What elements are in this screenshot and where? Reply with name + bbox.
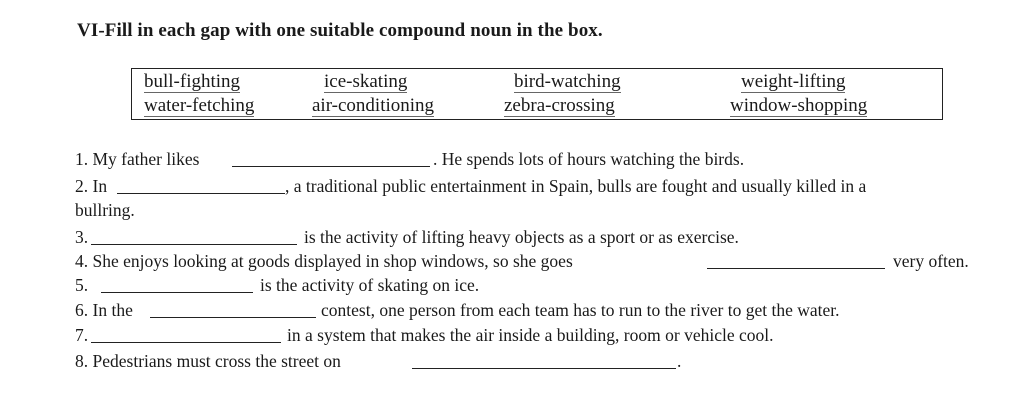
word-zebra-crossing: zebra-crossing bbox=[504, 95, 615, 116]
sentence-8-after: . bbox=[677, 351, 682, 371]
sentence-8-before: 8. Pedestrians must cross the street on bbox=[75, 351, 341, 371]
sentence-5-before: 5. bbox=[75, 275, 89, 295]
blank-1[interactable] bbox=[232, 152, 430, 167]
sentence-2-after: , a traditional public entertainment in Spain, bulls are fought and usually killed in a bbox=[285, 176, 867, 196]
blank-6[interactable] bbox=[150, 303, 316, 318]
sentence-6-after: contest, one person from each team has to run to the river to get the water. bbox=[321, 300, 840, 320]
word-ice-skating: ice-skating bbox=[324, 71, 408, 92]
blank-4[interactable] bbox=[707, 254, 885, 269]
sentence-3-before: 3. bbox=[75, 227, 89, 247]
blank-3[interactable] bbox=[91, 230, 297, 245]
sentence-4-after: very often. bbox=[893, 251, 969, 271]
word-water-fetching: water-fetching bbox=[144, 95, 255, 116]
sentence-3-after: is the activity of lifting heavy objects as a sport or as exercise. bbox=[304, 227, 739, 247]
blank-5[interactable] bbox=[101, 278, 253, 293]
sentence-2-before: 2. In bbox=[75, 176, 108, 196]
sentence-1-after: . He spends lots of hours watching the birds. bbox=[433, 149, 745, 169]
sentence-4-before: 4. She enjoys looking at goods displayed in shop windows, so she goes bbox=[75, 251, 573, 271]
sentence-6-before: 6. In the bbox=[75, 300, 133, 320]
sentence-5-after: is the activity of skating on ice. bbox=[260, 275, 480, 295]
blank-7[interactable] bbox=[91, 328, 281, 343]
word-window-shopping: window-shopping bbox=[730, 95, 868, 116]
sentence-1-before: 1. My father likes bbox=[75, 149, 200, 169]
exercise-title: VI-Fill in each gap with one suitable compound noun in the box. bbox=[77, 20, 603, 41]
word-bird-watching: bird-watching bbox=[514, 71, 621, 92]
sentence-7-after: in a system that makes the air inside a building, room or vehicle cool. bbox=[287, 325, 774, 345]
blank-8[interactable] bbox=[412, 354, 676, 369]
word-air-conditioning: air-conditioning bbox=[312, 95, 435, 116]
word-box bbox=[131, 68, 943, 120]
word-weight-lifting: weight-lifting bbox=[741, 71, 846, 92]
sentence-2-cont: bullring. bbox=[75, 200, 135, 220]
blank-2[interactable] bbox=[117, 179, 285, 194]
sentence-7-before: 7. bbox=[75, 325, 89, 345]
word-bull-fighting: bull-fighting bbox=[144, 71, 241, 92]
